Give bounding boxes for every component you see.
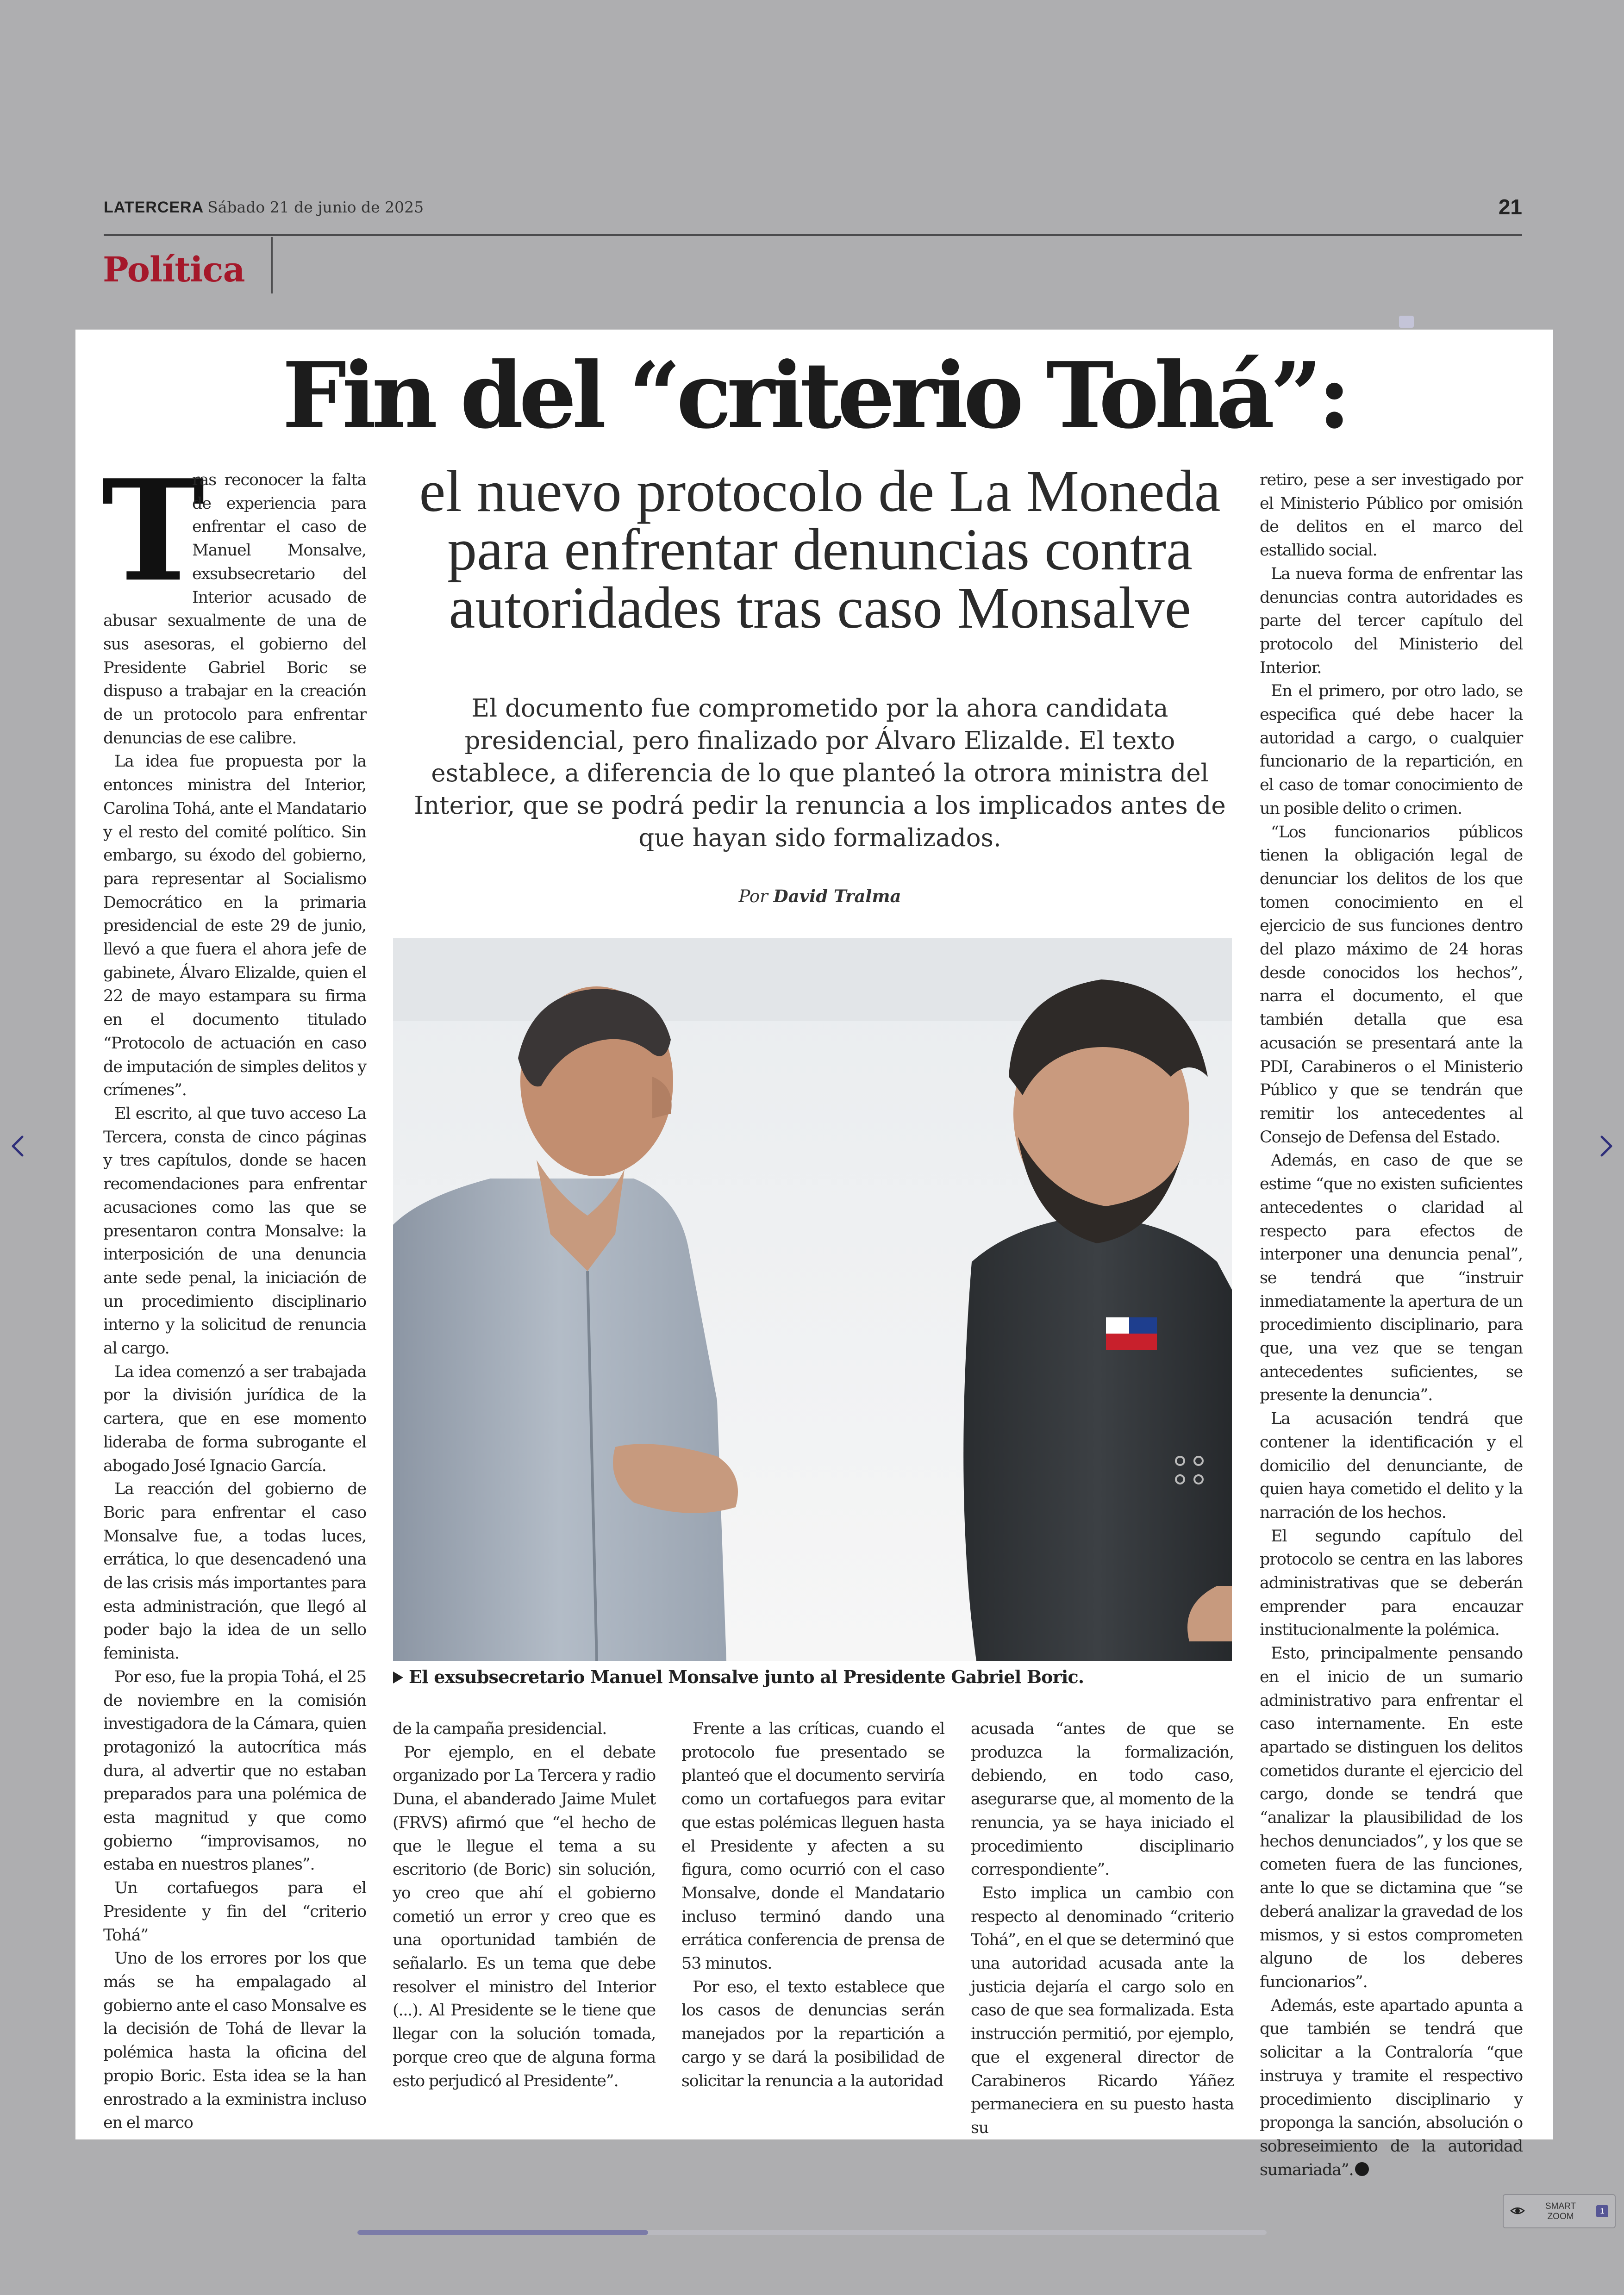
section-label: Política xyxy=(103,250,245,290)
body-paragraph: acusada “antes de que se produzca la formalización, debiendo, en todo caso, asegurarse que, al momento de la renuncia, ya se haya iniciado el procedimiento disciplinario correspondiente”. xyxy=(971,1720,1234,1879)
body-paragraph: Por eso, el texto establece que los casos de denuncias serán manejados por la repartición a cargo y se dará la posibilidad de solicitar la renuncia a la autoridad xyxy=(681,1977,944,2090)
body-paragraph: La idea fue propuesta por la entonces ministra del Interior, Carolina Tohá, ante el Mandatario y el resto del comité político. Sin embargo, su éxodo del gobierno, para representar al Socialismo Democrático en la primaria presidencial de este 29 de junio, llevó a que fuera el ahora jefe de gabinete, Álvaro Elizalde, quien el 22 de mayo estampara su firma en el documento titulado “Protocolo de actuación en caso de imputación de simples delitos y crímenes”. xyxy=(103,752,366,1100)
page-scroll-progress[interactable] xyxy=(357,2230,648,2235)
publication-name: LATERCERA xyxy=(104,199,204,216)
byline xyxy=(395,886,1245,906)
smart-zoom-label: SMART ZOOM xyxy=(1545,2201,1576,2221)
body-paragraph: T ras reconocer la falta de experiencia para enfrentar el caso de Manuel Monsalve, exsubsecretario del Interior acusado de abusar sexualmente de una de sus asesoras, el gobierno del Presidente Gabriel Boric se dispuso a trabajar en la creación de un protocolo para enfrentar denuncias de ese calibre. xyxy=(101,449,366,748)
summary: El documento fue comprometido por la ahora candidata presidencial, pero finalizado por Álvaro Elizalde. El texto establece, a diferencia de lo que planteó la otrora ministra del Interior, que se podrá pedir la renuncia a los implicados antes de que hayan sido formalizados. xyxy=(414,694,1226,852)
photo-caption: El exsubsecretario Manuel Monsalve junto al Presidente Gabriel Boric. xyxy=(393,1666,1240,1687)
page-number: 21 xyxy=(1498,195,1522,219)
body-paragraph: de la campaña presidencial. xyxy=(393,1720,607,1738)
body-paragraph: Por eso, fue la propia Tohá, el 25 de noviembre en la comisión investigadora de la Cámara, quien protagonizó la autocrítica más dura, al advertir que no estaban preparados para una polémica de esta magnitud y que como gobierno “improvisamos, no estaba en nuestros planes”. xyxy=(103,1667,366,1874)
masthead-rule xyxy=(104,234,1522,236)
body-paragraph: retiro, pese a ser investigado por el Ministerio Público por omisión de delitos en el marco del estallido social. xyxy=(1260,471,1523,560)
body-column-2 xyxy=(393,1717,656,2097)
body-paragraph: Uno de los errores por los que más se ha empalagado al gobierno ante el caso Monsalve es la decisión de Tohá de llevar la polémica hasta la oficina del propio Boric. Esta idea se la han enrostrado a la exministra incluso en el marco xyxy=(103,1949,366,2133)
masthead xyxy=(104,195,1522,231)
subheading: Un cortafuegos para el Presidente y fin del “criterio Tohá” xyxy=(103,1879,366,1945)
headline: Fin del “criterio Tohá”: xyxy=(282,343,1347,449)
body-paragraph: En el primero, por otro lado, se especifica qué debe hacer la autoridad a cargo, o cualquier funcionario de la repartición, en el caso de tomar conocimiento de un posible delito o crimen. xyxy=(1260,682,1523,818)
body-column-3 xyxy=(681,1717,944,2097)
body-paragraph: Además, en caso de que se estime “que no existen suficientes antecedentes o claridad al respecto para efectos de interponer una denuncia penal”, se tendrá que “instruir inmediatamente la apertura de un procedimiento disciplinario, para que, una vez que se tengan antecedentes suficientes, se presente la denuncia”. xyxy=(1260,1151,1523,1405)
body-column-4 xyxy=(971,1717,1234,2137)
drop-cap: T xyxy=(101,449,205,612)
body-paragraph: “Los funcionarios públicos tienen la obligación legal de denunciar los delitos de los que tomen conocimiento en el ejercicio de sus funciones dentro del plazo máximo de 24 horas desde conocidos los hechos”, narra el documento, el que también detalla que esa acusación se presentará ante la PDI, Carabineros o el Ministerio Público y que se tendrán que remitir los antecedentes al Consejo de Defensa del Estado. xyxy=(1260,823,1523,1147)
body-paragraph: La acusación tendrá que contener la identificación y el domicilio del denunciante, de quien haya cometido el delito y la narración de los hechos. xyxy=(1260,1409,1523,1522)
byline-prefix: Por xyxy=(738,886,768,906)
body-paragraph: El escrito, al que tuvo acceso La Tercera, consta de cinco páginas y tres capítulos, donde se hacen recomendaciones para enfrentar acusaciones como las que se presentaron contra Monsalve: la interposición de una denuncia ante sede penal, la iniciación de un procedimiento disciplinario interno y la solicitud de renuncia al cargo. xyxy=(103,1104,366,1358)
body-column-1 xyxy=(101,449,366,2133)
page-scroll-bar[interactable] xyxy=(357,2230,1267,2235)
body-paragraph: Esto implica un cambio con respecto al denominado “criterio Tohá”, en el que se determinó que una autoridad acusada ante la justicia dejaría el cargo solo en caso de que sea formalizada. Esta instrucción permitió, por ejemplo, que el exgeneral director de Carabineros Ricardo Yáñez permaneciera en su puesto hasta su xyxy=(971,1883,1234,2137)
article-page[interactable] xyxy=(75,330,1553,2179)
body-paragraph: Además, este apartado apunta a que también se tendrá que solicitar a la Contraloría “que instruya y tramite el respectivo procedimiento disciplinario y proponga la sanción, absolución o sobreseimiento de la autoridad sumariada”. xyxy=(1260,1996,1523,2179)
body-paragraph: La idea comenzó a ser trabajada por la división jurídica de la cartera, que en ese momento lideraba de forma subrogante el abogado José Ignacio García. xyxy=(103,1362,366,1475)
body-paragraph: Esto, principalmente pensando en el inicio de un sumario administrativo para enfrentar el caso internamente. En este apartado se distinguen los delitos cometidos durante el ejercicio del cargo, donde se tendrá que “analizar la plausibilidad de los hechos denunciados”, y los que se cometen fuera de las funciones, ante lo que se dictamina que “se deberá analizar la gravedad de los mismos, y si estos comprometen alguno de los deberes funcionarios”. xyxy=(1260,1644,1523,1991)
article-photo[interactable] xyxy=(393,938,1232,1661)
next-page-arrow-icon[interactable] xyxy=(1597,1132,1616,1160)
end-mark-icon xyxy=(1355,2162,1369,2176)
body-paragraph: El segundo capítulo del protocolo se centra en las labores administrativas que se deberán emprender para encauzar institucionalmente la polémica. xyxy=(1260,1527,1523,1640)
eye-icon xyxy=(1510,2205,1525,2216)
body-paragraph: La nueva forma de enfrentar las denuncias contra autoridades es parte del tercer capítulo del protocolo del Ministerio del Interior. xyxy=(1260,564,1523,677)
zoom-level-badge: 1 xyxy=(1596,2205,1608,2217)
bookmark-icon[interactable] xyxy=(1399,316,1414,328)
smart-zoom-button[interactable] xyxy=(1503,2194,1616,2228)
body-paragraph: La reacción del gobierno de Boric para enfrentar el caso Monsalve fue, a todas luces, errática, lo que desencadenó una de las crisis más importantes para esta administración, que llegó al poder bajo la idea de un sello feminista. xyxy=(103,1480,366,1663)
previous-page-arrow-icon[interactable] xyxy=(8,1132,27,1160)
body-paragraph: Frente a las críticas, cuando el protocolo fue presentado se planteó que el documento serviría como un cortafuegos para evitar que estas polémicas lleguen hasta el Presidente y afecten a su figura, como ocurrió con el caso Monsalve, donde el Mandatario incluso terminó dando una errática conferencia de prensa de 53 minutos. xyxy=(681,1720,944,1973)
byline-author: David Tralma xyxy=(773,886,901,906)
body-column-5 xyxy=(1260,468,1523,2179)
section-divider xyxy=(271,237,273,293)
body-paragraph: Por ejemplo, en el debate organizado por La Tercera y radio Duna, el abanderado Jaime Mulet (FRVS) afirmó que “el hecho de que le llegue el tema a su escritorio (de Boric) sin solución, yo creo que ahí el gobierno cometió un error y creo que es una oportunidad también de señalarlo. Es un tema que debe resolver el ministro del Interior (...). Al Presidente se le tiene que llegar con la solución tomada, porque creo que de alguna forma esto perjudicó al Presidente”. xyxy=(393,1743,656,2090)
caption-triangle-icon xyxy=(393,1671,403,1684)
deck: el nuevo protocolo de La Moneda para enfrentar denuncias contra autoridades tras caso Monsalve xyxy=(419,458,1221,641)
issue-date: Sábado 21 de junio de 2025 xyxy=(207,198,424,216)
